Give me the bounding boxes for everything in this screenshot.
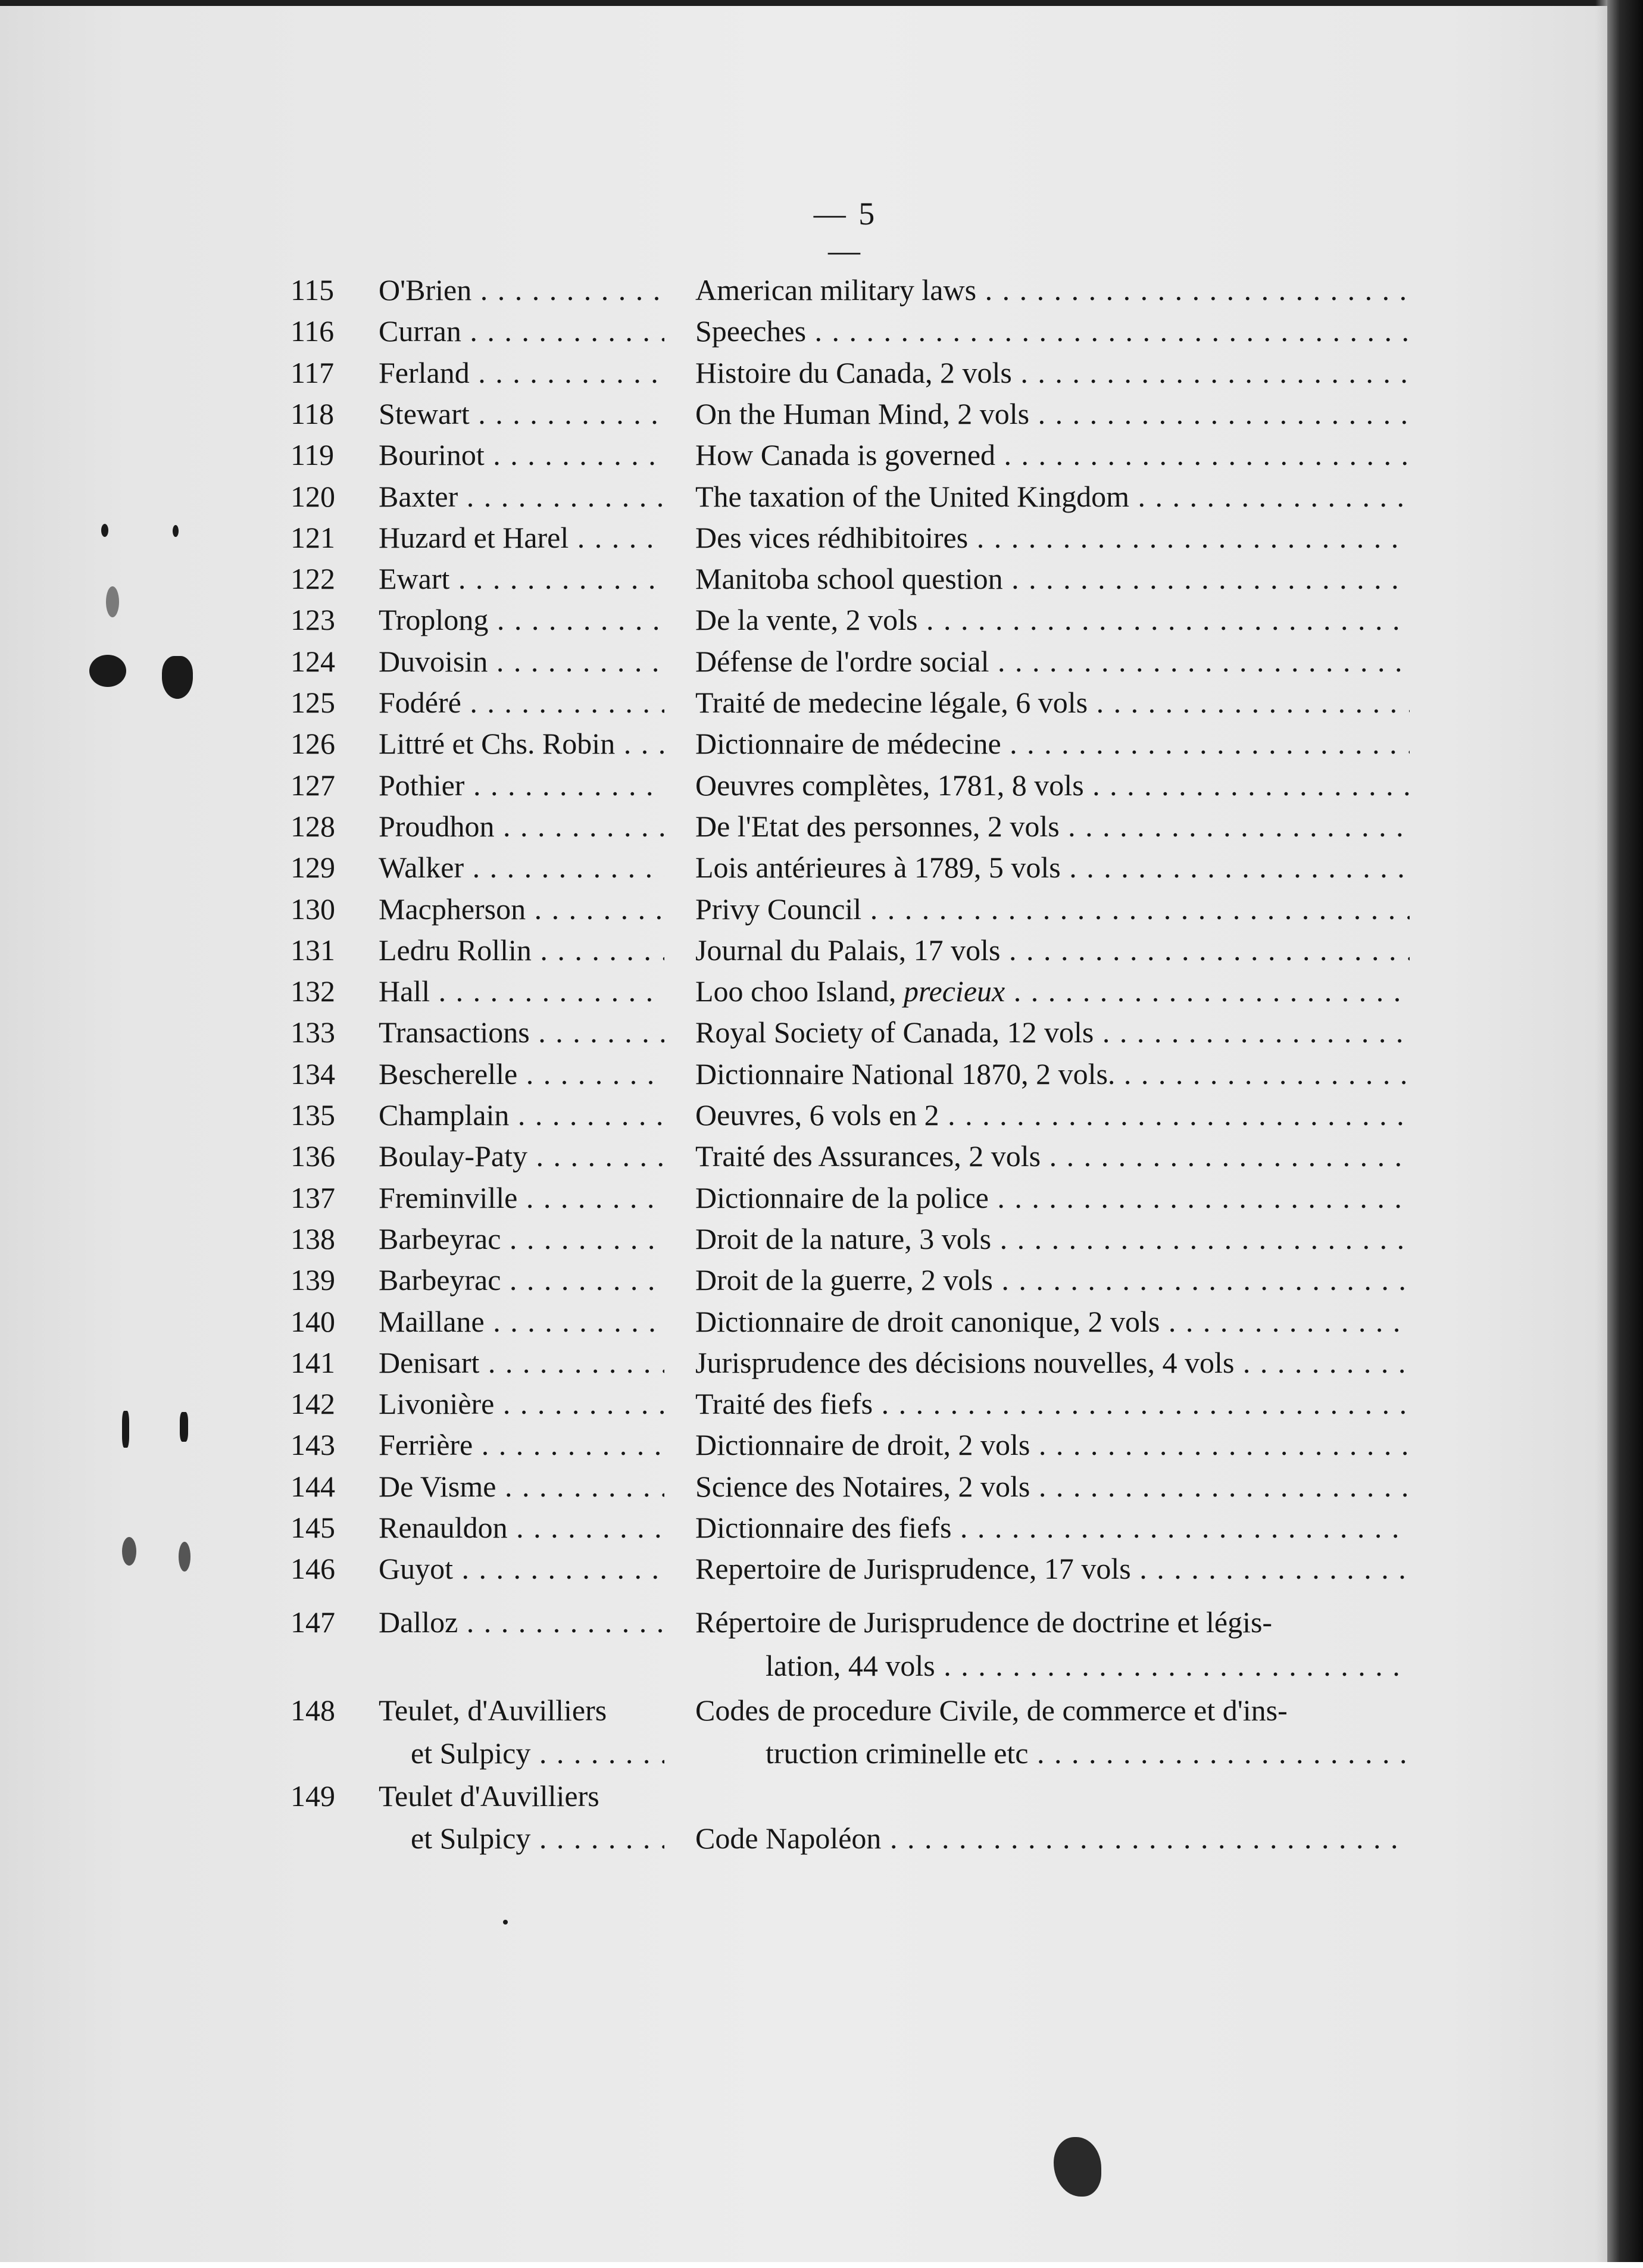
entry-author: Guyot . . . (379, 1548, 664, 1589)
entry-number: 122 (291, 562, 335, 595)
entry-number: 126 (291, 727, 335, 760)
list-item (0, 1177, 1607, 1219)
entry-author: Huzard et Harel . . . (379, 517, 664, 558)
entry-title: Dictionnaire de droit, 2 vols . . . (695, 1424, 1410, 1466)
entry-number: 116 (291, 314, 335, 348)
book-listing (0, 6, 1607, 2268)
entry-title: De la vente, 2 vols . . . (695, 599, 1410, 641)
entry-number: 129 (291, 851, 335, 884)
list-item (0, 805, 1607, 847)
ink-blot (180, 1412, 188, 1442)
entry-author: Barbeyrac . . . (379, 1259, 664, 1301)
ink-blot (122, 1537, 136, 1566)
ink-blot (89, 655, 126, 687)
list-item (0, 1507, 1607, 1548)
entry-number: 134 (291, 1057, 335, 1091)
entry-title: Des vices rédhibitoires . . . (695, 517, 1410, 558)
entry-number: 124 (291, 645, 335, 678)
list-item (0, 352, 1607, 393)
list-item (0, 1053, 1607, 1095)
entry-title-line2: truction criminelle etc . . . (766, 1732, 1410, 1774)
entry-number: 147 (291, 1605, 335, 1639)
list-item (0, 1011, 1607, 1053)
entry-number: 145 (291, 1511, 335, 1544)
list-item (0, 558, 1607, 599)
entry-title: Dictionnaire National 1870, 2 vols. . . . (695, 1053, 1410, 1095)
entry-title: Dictionnaire de médecine . . . (695, 723, 1410, 764)
entry-author: Pothier . . . (379, 764, 664, 806)
entry-author: Champlain . . . (379, 1094, 664, 1136)
list-item (0, 1424, 1607, 1466)
entry-title: Traité des fiefs . . . (695, 1383, 1410, 1424)
entry-author: Barbeyrac . . . (379, 1218, 664, 1260)
list-item (0, 1135, 1607, 1177)
list-item (0, 1466, 1607, 1507)
entry-title: On the Human Mind, 2 vols . . . (695, 393, 1410, 435)
page-edge (1607, 0, 1643, 2262)
entry-title: Manitoba school question . . . (695, 558, 1410, 599)
list-item (0, 1301, 1607, 1342)
entry-number: 138 (291, 1222, 335, 1255)
entry-number: 135 (291, 1098, 335, 1132)
entry-author: Ledru Rollin . . . (379, 929, 664, 971)
ink-blot (122, 1411, 129, 1448)
entry-title: Histoire du Canada, 2 vols . . . (695, 352, 1410, 393)
entry-author: Maillane . . . (379, 1301, 664, 1342)
entry-author-line1: Teulet d'Auvilliers (379, 1779, 599, 1813)
list-item (0, 434, 1607, 476)
entry-title-line1: Répertoire de Jurisprudence de doctrine et légis- (695, 1605, 1273, 1639)
entry-author: Dalloz . . . (379, 1601, 664, 1643)
entry-author: Livonière . . . (379, 1383, 664, 1424)
list-item (0, 269, 1607, 311)
list-item-149 (0, 1775, 1607, 1817)
list-item (0, 1342, 1607, 1383)
entry-author: Hall . . . (379, 970, 664, 1012)
entry-title: De l'Etat des personnes, 2 vols . . . (695, 805, 1410, 847)
entry-number: 143 (291, 1428, 335, 1461)
entry-number: 149 (291, 1779, 335, 1813)
entry-number: 125 (291, 686, 335, 719)
list-item-149-continued (0, 1817, 1607, 1859)
list-item (0, 929, 1607, 971)
entry-title-line2: lation, 44 vols . . . (766, 1645, 1410, 1686)
entry-author: Macpherson . . . (379, 888, 664, 930)
entry-title: Dictionnaire de la police . . . (695, 1177, 1410, 1219)
entry-title: Repertoire de Jurisprudence, 17 vols . . . (695, 1548, 1410, 1589)
ink-blot (173, 525, 179, 537)
entry-title: Royal Society of Canada, 12 vols . . . (695, 1011, 1410, 1053)
list-item (0, 1383, 1607, 1424)
entry-title-note: precieux (903, 974, 1005, 1008)
entry-number: 128 (291, 810, 335, 843)
entry-title: Oeuvres complètes, 1781, 8 vols . . . (695, 764, 1410, 806)
entry-author: Bourinot . . . (379, 434, 664, 476)
ink-blot (162, 656, 193, 699)
entry-title: Dictionnaire des fiefs . . . (695, 1507, 1410, 1548)
entry-number: 148 (291, 1694, 335, 1727)
entry-number: 144 (291, 1470, 335, 1503)
entry-title: Science des Notaires, 2 vols . . . (695, 1466, 1410, 1507)
entry-number: 121 (291, 521, 335, 554)
entry-author: Troplong . . . (379, 599, 664, 641)
entry-author: Proudhon . . . (379, 805, 664, 847)
entry-author: Littré et Chs. Robin . . . (379, 723, 664, 764)
entry-author: Ferrière . . . (379, 1424, 664, 1466)
entry-author: Ferland . . . (379, 352, 664, 393)
list-item (0, 517, 1607, 558)
entry-number: 132 (291, 974, 335, 1008)
entry-title: Traité des Assurances, 2 vols . . . (695, 1135, 1410, 1177)
list-item (0, 846, 1607, 888)
entry-number: 141 (291, 1346, 335, 1379)
entry-title: Privy Council . . . (695, 888, 1410, 930)
entry-author: Transactions . . . (379, 1011, 664, 1053)
list-item (0, 599, 1607, 641)
list-item (0, 888, 1607, 930)
entry-number: 119 (291, 438, 335, 471)
list-item (0, 641, 1607, 682)
entry-author: Boulay-Paty . . . (379, 1135, 664, 1177)
entry-title: Jurisprudence des décisions nouvelles, 4 vols . . . (695, 1342, 1410, 1383)
list-item (0, 723, 1607, 764)
entry-author: O'Brien . . . (379, 269, 664, 311)
entry-title: American military laws . . . (695, 269, 1410, 311)
ink-blot (179, 1542, 190, 1572)
entry-author-line2: et Sulpicy . . . (411, 1732, 664, 1774)
entry-author-line1: Teulet, d'Auvilliers (379, 1694, 607, 1727)
list-item (0, 1094, 1607, 1136)
entry-author: Denisart . . . (379, 1342, 664, 1383)
entry-number: 117 (291, 356, 335, 389)
entry-number: 146 (291, 1552, 335, 1585)
entry-title (695, 970, 1410, 1012)
entry-author: Fodéré . . . (379, 682, 664, 723)
list-item (0, 310, 1607, 352)
list-item (0, 1259, 1607, 1301)
entry-title: Défense de l'ordre social . . . (695, 641, 1410, 682)
ink-blot (106, 586, 119, 617)
entry-number: 127 (291, 769, 335, 802)
entry-title: Droit de la guerre, 2 vols . . . (695, 1259, 1410, 1301)
entry-number: 142 (291, 1387, 335, 1420)
entry-number: 133 (291, 1016, 335, 1049)
list-item (0, 1218, 1607, 1260)
page-number: — 5 — (813, 196, 877, 268)
entry-author: De Visme . . . (379, 1466, 664, 1507)
entry-title: Traité de medecine légale, 6 vols . . . (695, 682, 1410, 723)
entry-number: 120 (291, 480, 335, 513)
entry-author: Renauldon . . . (379, 1507, 664, 1548)
entry-title: How Canada is governed . . . (695, 434, 1410, 476)
entry-number: 136 (291, 1139, 335, 1173)
list-item-147-continued (0, 1645, 1607, 1686)
list-item (0, 393, 1607, 435)
entry-title: The taxation of the United Kingdom . . . (695, 476, 1410, 517)
entry-number: 123 (291, 603, 335, 636)
entry-author: Ewart . . . (379, 558, 664, 599)
list-item-148-continued (0, 1732, 1607, 1774)
list-item (0, 970, 1607, 1012)
entry-author: Freminville . . . (379, 1177, 664, 1219)
list-item (0, 682, 1607, 723)
entry-title: Oeuvres, 6 vols en 2 . . . (695, 1094, 1410, 1136)
entry-author-line2: et Sulpicy . . . (411, 1817, 664, 1859)
list-item (0, 476, 1607, 517)
entry-number: 115 (291, 273, 335, 307)
entry-author: Curran . . . (379, 310, 664, 352)
entry-author: Baxter . . . (379, 476, 664, 517)
entry-number: 130 (291, 892, 335, 926)
entry-author: Walker . . . (379, 846, 664, 888)
entry-number: 118 (291, 397, 335, 430)
entry-title: Lois antérieures à 1789, 5 vols . . . (695, 846, 1410, 888)
list-item (0, 1548, 1607, 1589)
entry-title: Droit de la nature, 3 vols . . . (695, 1218, 1410, 1260)
list-item-147 (0, 1601, 1607, 1643)
list-item-148 (0, 1689, 1607, 1731)
ink-blot (101, 524, 108, 537)
entry-number: 140 (291, 1305, 335, 1338)
entry-title: Code Napoléon . . . (695, 1817, 1410, 1859)
list-item (0, 764, 1607, 806)
entry-title-line1: Codes de procedure Civile, de commerce et d'ins- (695, 1694, 1288, 1727)
entry-author: Bescherelle . . . (379, 1053, 664, 1095)
entry-number: 131 (291, 933, 335, 967)
entry-title-text: Loo choo Island, (695, 974, 897, 1008)
entry-title: Dictionnaire de droit canonique, 2 vols . . . (695, 1301, 1410, 1342)
entry-author: Stewart . . . (379, 393, 664, 435)
entry-author: Duvoisin . . . (379, 641, 664, 682)
entry-number: 137 (291, 1181, 335, 1214)
entry-title: Journal du Palais, 17 vols . . . (695, 929, 1410, 971)
entry-title: Speeches . . . (695, 310, 1410, 352)
entry-number: 139 (291, 1263, 335, 1297)
ink-blot (503, 1920, 508, 1925)
